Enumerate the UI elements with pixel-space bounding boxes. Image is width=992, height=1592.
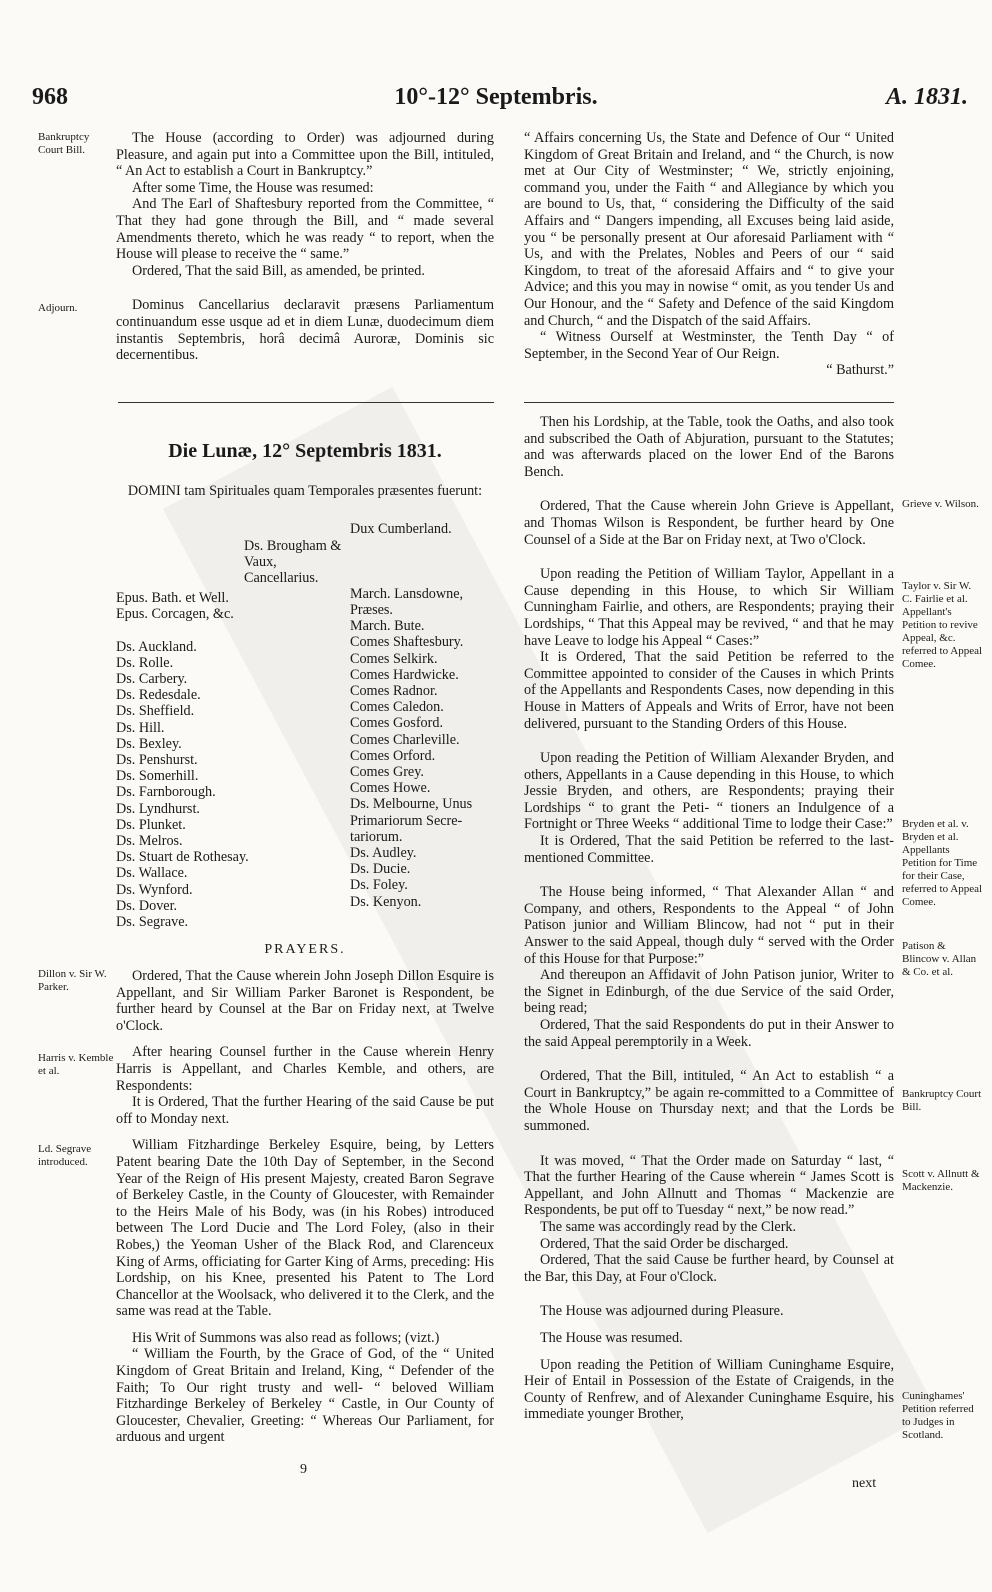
paragraph: His Writ of Summons was also read as follows; (vizt.) <box>132 1329 440 1346</box>
paragraph: And thereupon an Affidavit of John Patison junior, Writer to the Signet in Edinburgh, of the due Service of the said Order, being read; <box>524 967 894 1017</box>
lord-name: Ds. Redesdale. <box>116 687 201 704</box>
page-title: 10°-12° Septembris. <box>394 84 598 110</box>
prayers-heading: PRAYERS. <box>264 942 346 957</box>
paragraph: Ordered, That the said Respondents do put in their Answer to the said Appeal peremptorily in a Week. <box>524 1017 894 1050</box>
paragraph: The House (according to Order) was adjourned during Pleasure, and again put into a Committee upon the Bill, intituled, “ An Act to establish a Court in Bankruptcy.” <box>116 130 494 180</box>
paragraph: The House being informed, “ That Alexander Allan “ and Company, and others, Respondents to the Appeal “ of John Patison junior and William Blincow, had not “ put in their Answer to the said Appeal, though duly “ served with the Order of this House for that Purpose:” <box>524 884 894 967</box>
lords-list-left <box>116 590 249 930</box>
lord-name: Ds. Wallace. <box>116 865 188 882</box>
right-column-top <box>524 130 894 379</box>
paragraph: Ordered, That the Cause wherein John Joseph Dillon Esquire is Appellant, and Sir William Parker Baronet is Respondent, be further heard by Counsel at the Bar on Friday next, at Twelve o'Clock. <box>116 968 494 1034</box>
margin-note: Bankruptcy Court Bill. <box>902 1088 982 1113</box>
paragraph: Upon reading the Petition of William Taylor, Appellant in a Cause depending in this House, to which Sir William Cunningham Fairlie, and others, are Respondents; praying their Lordships, “ That this Appeal may be revived, “ and that he may have Leave to lodge his Appeal “ Cases:” <box>524 566 894 649</box>
paragraph: It is Ordered, That the said Petition be referred to the Committee appointed to consider of the Causes in which Prints of the Appellants and Respondents Cases, now depending in this House in Matters of Appeals and Writs of Error, have not been delivered, pursuant to the Standing Orders of this House. <box>524 649 894 732</box>
lord-name: Comes Howe. <box>350 780 431 797</box>
lord-name: Ds. Ducie. <box>350 861 411 878</box>
margin-note: Grieve v. Wilson. <box>902 498 979 510</box>
lord-name: Ds. Bexley. <box>116 735 182 752</box>
margin-note: Harris v. Kemble et al. <box>38 1052 114 1077</box>
lord-name: Ds. Auckland. <box>116 638 197 655</box>
lord-name: Ds. Farnborough. <box>116 784 216 801</box>
signature-mark: 9 <box>300 1462 307 1477</box>
attendance-heading: DOMINI tam Spirituales quam Temporales præsentes fuerunt: <box>127 483 483 499</box>
margin-note: Dillon v. Sir W. Parker. <box>38 968 107 993</box>
lord-name: tariorum. <box>350 828 403 845</box>
lord-name: Ds. Stuart de Rothesay. <box>116 849 249 866</box>
lord-name: Ds. Carbery. <box>116 671 188 688</box>
lord-name: Ds. Rolle. <box>116 654 174 671</box>
page-number: 968 <box>32 84 68 110</box>
lord-name: Ds. Foley. <box>350 877 408 894</box>
paragraph: Dominus Cancellarius declaravit præsens Parliamentum continuandum esse usque ad et in diem Lunæ, duodecimum diem instantis Septembris, horâ decimâ Auroræ, Dominis sic decernentibus. <box>116 297 494 364</box>
lord-name: Comes Gosford. <box>350 715 444 732</box>
lord-name: Comes Caledon. <box>350 699 444 716</box>
lord-name: Comes Grey. <box>350 764 424 781</box>
lord-name: Ds. Audley. <box>350 845 417 862</box>
lord-name: Ds. Segrave. <box>116 914 189 931</box>
paragraph: Ordered, That the said Cause be further heard, by Counsel at the Bar, this Day, at Four o'Clock. <box>524 1252 894 1285</box>
catchword: next <box>852 1476 877 1491</box>
paragraph: Ordered, That the Bill, intituled, “ An Act to establish “ a Court in Bankruptcy,” be again re-committed to a Committee of the Whole House on Thursday next; and that the Lords be summoned. <box>524 1068 894 1134</box>
lord-name: March. Bute. <box>350 618 425 635</box>
lord-name: Ds. Somerhill. <box>116 768 199 785</box>
lord-name: Primariorum Secre- <box>350 812 463 829</box>
lord-name: Ds. Melros. <box>116 833 183 850</box>
lord-name <box>350 553 472 569</box>
lord-name: Epus. Corcagen, &c. <box>116 606 234 623</box>
lords-list-right <box>350 521 472 910</box>
paragraph: And The Earl of Shaftesbury reported from the Committee, “ That they had gone through the Bill, and “ made several Amendments thereto, which he was ready “ to report, when the House will please to receive the “ same.” <box>116 196 494 263</box>
paragraph: The same was accordingly read by the Clerk. <box>540 1218 797 1235</box>
paragraph: William Fitzhardinge Berkeley Esquire, being, by Letters Patent bearing Date the 10th Day of September, in the Second Year of the Reign of His present Majesty, created Baron Segrave of Berkeley Castle, in the County of Gloucester, with Remainder to the Heirs Male of his Body, was (in his Robes) introduced between The Lord Ducie and The Lord Foley, (also in their Robes,) the Yeoman Usher of the Black Rod, and Clarenceux King of Arms, officiating for Garter King of Arms, preceding: His Lordship, on his Knee, presented his Patent to The Lord Chancellor at the Woolsack, who delivered it to the Clerk, and the same was read at the Table. <box>116 1137 494 1320</box>
right-column-main <box>524 414 894 1423</box>
left-column-top <box>116 130 494 364</box>
paragraph: The House was adjourned during Pleasure. <box>540 1303 784 1320</box>
lord-name: Comes Charleville. <box>350 731 460 748</box>
lord-name: Ds. Penshurst. <box>116 752 198 769</box>
lord-name: Comes Hardwicke. <box>350 666 459 683</box>
lord-name: Præses. <box>350 602 393 619</box>
margin-note: Bryden et al. v. Bryden et al. Appellants Petition for Time for their Case, referred to Appeal Comee. <box>902 818 983 908</box>
lord-name: Comes Orford. <box>350 747 436 764</box>
section-rule <box>118 402 494 403</box>
margin-note: Bankruptcy Court Bill. <box>38 131 90 156</box>
margin-note: Patison & Blincow v. Allan & Co. et al. <box>902 940 977 978</box>
lord-name <box>116 622 249 638</box>
lord-name <box>350 537 472 553</box>
margin-note: Scott v. Allnutt & Mackenzie. <box>902 1168 980 1193</box>
lord-chancellor: Ds. Brougham & Vaux, Cancellarius. <box>244 538 342 587</box>
paragraph: It is Ordered, That the further Hearing of the said Cause be put off to Monday next. <box>116 1094 494 1127</box>
lord-name: Comes Radnor. <box>350 683 438 700</box>
left-column-bottom <box>116 968 494 1446</box>
lord-name: Ds. Kenyon. <box>350 893 422 910</box>
margin-note: Cuninghames' Petition referred to Judges in Scotland. <box>902 1390 974 1441</box>
paragraph: Upon reading the Petition of William Cuninghame Esquire, Heir of Entail in Possession of the Estate of Craigends, in the County of Renfrew, and of Alexander Cuninghame Esquire, his immediate younger Brother, <box>524 1356 894 1423</box>
paragraph: “ William the Fourth, by the Grace of God, of the “ United Kingdom of Great Britain and Ireland, King, “ Defender of the Faith; To Our right trusty and well- “ beloved William Fitzhardinge Berkeley of Berkeley “ Castle, in Our County of Gloucester, Chevalier, Greeting: “ Whereas Our Parliament, for arduous and urgent <box>116 1346 494 1446</box>
paragraph: After some Time, the House was resumed: <box>132 179 374 196</box>
lord-name: Ds. Dover. <box>116 897 178 914</box>
margin-note: Taylor v. Sir W. C. Fairlie et al. Appellant's Petition to revive Appeal, &c. referred to Appeal Comee. <box>902 580 983 670</box>
paragraph: “ Affairs concerning Us, the State and Defence of Our “ United Kingdom of Great Britain and Ireland, and “ the Church, is now met at Our City of Westminster; “ We, strictly enjoining, command you, under the Faith “ and Allegiance by which you are bound to Us, that, “ considering the Difficulty of the said Affairs and “ Dangers impending, all Excuses being laid aside, you “ be personally present at Our aforesaid Parliament with “ Us, and with the Prelates, Nobles and Peers of our “ said Kingdom, to treat of the aforesaid Affairs and “ to give your Advice; and this you may in nowise “ omit, as you tender Us and Our Honour, and the “ Safety and Defence of the said Kingdom and Church, “ and the Dispatch of the said Affairs. <box>524 130 894 329</box>
lord-name: Ds. Plunket. <box>116 816 186 833</box>
signature: “ Bathurst.” <box>826 362 894 379</box>
margin-note: Adjourn. <box>38 302 78 314</box>
lord-name: Epus. Bath. et Well. <box>116 590 229 606</box>
margin-note: Ld. Segrave introduced. <box>38 1143 92 1168</box>
paragraph: Ordered, That the Cause wherein John Grieve is Appellant, and Thomas Wilson is Respondent, be further heard by One Counsel of a Side at the Bar on Friday next, at Two o'Clock. <box>524 498 894 548</box>
paragraph: Ordered, That the said Bill, as amended, be printed. <box>132 262 425 279</box>
lord-name: Comes Selkirk. <box>350 650 438 667</box>
lord-name: Dux Cumberland. <box>350 521 452 537</box>
lord-name: Ds. Melbourne, Unus <box>350 796 473 813</box>
paragraph: “ Witness Ourself at Westminster, the Tenth Day “ of September, in the Second Year of Our Reign. <box>524 329 894 362</box>
paragraph: It was moved, “ That the Order made on Saturday “ last, “ That the further Hearing of the Cause wherein “ James Scott is Appellant, and John Allnutt and Thomas “ Mackenzie are Respondents, be put off to Tuesday “ next,” be now read.” <box>524 1152 894 1219</box>
lord-name: Ds. Lyndhurst. <box>116 800 200 817</box>
lord-name <box>350 570 472 586</box>
lord-name: Ds. Hill. <box>116 719 165 736</box>
lord-name: Ds. Wynford. <box>116 881 193 898</box>
day-heading: Die Lunæ, 12° Septembris 1831. <box>168 440 442 462</box>
lord-name: Ds. Sheffield. <box>116 703 195 720</box>
paragraph: Ordered, That the said Order be discharged. <box>540 1235 789 1252</box>
section-rule <box>524 402 894 403</box>
paragraph: After hearing Counsel further in the Cause wherein Henry Harris is Appellant, and Charles Kemble, and others, are Respondents: <box>116 1044 494 1094</box>
paragraph: It is Ordered, That the said Petition be referred to the last-mentioned Committee. <box>524 833 894 866</box>
paragraph: Upon reading the Petition of William Alexander Bryden, and others, Appellants in a Cause depending in this House, to which Jessie Bryden, and others, are Respondents; praying their Lordships “ to grant the Peti- “ tioners an Indulgence of a Fortnight or Three Weeks “ additional Time to lodge their Case:” <box>524 750 894 833</box>
lord-name: Comes Shaftesbury. <box>350 634 464 651</box>
page-year: A. 1831. <box>885 84 968 110</box>
paragraph: Then his Lordship, at the Table, took the Oaths, and also took and subscribed the Oath of Abjuration, pursuant to the Statutes; and was afterwards placed on the lower End of the Barons Bench. <box>524 414 894 480</box>
lord-name: March. Lansdowne, <box>350 585 464 602</box>
paragraph: The House was resumed. <box>540 1329 683 1346</box>
